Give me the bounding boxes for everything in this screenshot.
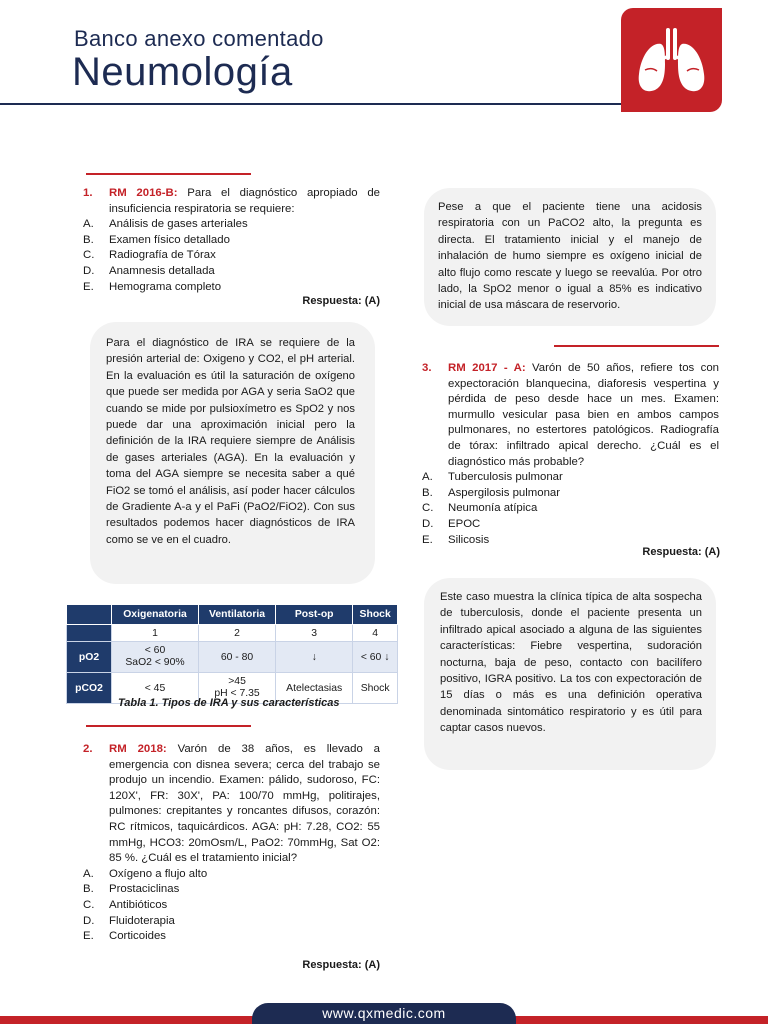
option-a: A. Análisis de gases arteriales xyxy=(83,218,248,231)
table-cell: Atelectasias xyxy=(276,673,353,704)
header-divider xyxy=(0,103,640,105)
table-cell: ↓ xyxy=(276,642,353,673)
option-e: E. Hemograma completo xyxy=(83,280,222,293)
answer-label: Respuesta: (A) xyxy=(302,959,380,971)
question-number: 3. xyxy=(422,362,432,374)
option-d: D. EPOC xyxy=(422,517,481,530)
row-label: pO2 xyxy=(67,642,112,673)
question-stem: RM 2017 - A: Varón de 50 años, refiere tos con expectoración blanquecina, diaforesis vespertina y pérdida de peso desde hace un mes. Examen: murmullo vesicular pasa bien en ambos campos pulmonares, no estertores patológicos. Radiografía de tórax: infiltrado apical derecho. ¿Cuál es el diagnóstico más probable? xyxy=(448,362,720,468)
brand-logo xyxy=(621,8,722,112)
comment-text: Este caso muestra la clínica típica de alta sospecha de tuberculosis, donde el paciente presenta un infiltrado apical asociado a alguna de las siguientes características: Fiebre vespertina, sudoración nocturna, baja de peso, contacto con bacilífero positivo, IGRA positivo. La tos con expectoración de 15 días o más es una definición operativa denominada sintomático respiratorio y es útil para captar casos nuevos. xyxy=(440,591,702,735)
option-d: D. Anamnesis detallada xyxy=(83,264,215,277)
table-header: Ventilatoria xyxy=(198,605,275,625)
option-c: C. Neumonía atípica xyxy=(422,502,538,515)
comment-box xyxy=(424,578,716,770)
table-cell: 2 xyxy=(198,625,275,642)
question-stem: RM 2018: Varón de 38 años, es llevado a emergencia con disnea severa; cerca del trabajo se produjo un incendio. Examen: pálido, sudoroso, FC: 120X', FR: 30X', PA: 100/70 mmHg, politirajes, pulmones: crepitantes y roncantes difusos, corazón: RC rítmicos, taquicárdicos. AGA: pH: 7.28, CO2: 55 mmHg, HCO3: 20mOsm/L, PaO2: 70mmHg, Sat O2: 85 %. ¿Cuál es el tratamiento inicial? xyxy=(109,743,380,865)
option-e: E. Silicosis xyxy=(422,533,490,546)
question-2 xyxy=(83,742,380,945)
ira-types-table xyxy=(66,604,398,704)
row-label: pCO2 xyxy=(67,673,112,704)
table-header: Oxigenatoria xyxy=(112,605,199,625)
exam-tag: RM 2016-B: xyxy=(109,187,178,199)
option-d: D. Fluidoterapia xyxy=(83,914,175,927)
table-caption: Tabla 1. Tipos de IRA y sus características xyxy=(118,697,340,709)
comment-text: Para el diagnóstico de IRA se requiere de la presión arterial de: Oxigeno y CO2, el pH arterial. En la evaluación es útil la saturación de oxígeno que puede ser medida por AGA y seria SaO2 que cuando se mide por pulsioxímetro es SpO2 y nos puede dar una aproximación inicial pero la definición de la IRA requiere siempre de Análisis de gases arteriales (AGA). En la evaluación y toma del AGA siempre se necesita saber a qué FiO2 se tomó el análisis, así poder hacer cálculos de Gradiente A-a y el PaFi (PaO2/FiO2). Con sus resultados podemos hacer diagnósticos de IRA como se ve en el cuadro. xyxy=(106,337,355,546)
lungs-icon xyxy=(621,8,722,112)
exam-tag: RM 2017 - A: xyxy=(448,362,526,374)
table-header: Shock xyxy=(353,605,398,625)
table-cell: 1 xyxy=(112,625,199,642)
question-divider xyxy=(86,173,251,175)
option-c: C. Antibióticos xyxy=(83,898,168,911)
website-link[interactable]: www.qxmedic.com xyxy=(322,1005,446,1021)
option-e: E. Corticoides xyxy=(83,930,166,943)
option-a: A. Tuberculosis pulmonar xyxy=(422,471,563,484)
table-cell: 60 - 80 xyxy=(198,642,275,673)
document-title: Neumología xyxy=(72,50,293,94)
table-cell: >45 pH < 7.35 xyxy=(198,673,275,704)
table-cell: < 60 SaO2 < 90% xyxy=(112,642,199,673)
question-number: 1. xyxy=(83,187,93,199)
option-c: C. Radiografía de Tórax xyxy=(83,249,216,262)
table-cell: Shock xyxy=(353,673,398,704)
table-corner xyxy=(67,605,112,625)
question-number: 2. xyxy=(83,743,93,755)
table-cell: 4 xyxy=(353,625,398,642)
answer-label: Respuesta: (A) xyxy=(642,546,720,558)
option-a: A. Oxígeno a flujo alto xyxy=(83,867,208,880)
option-b: B. Aspergilosis pulmonar xyxy=(422,486,561,499)
question-3 xyxy=(422,361,719,548)
comment-box xyxy=(90,322,375,584)
table-cell xyxy=(67,625,112,642)
document-subtitle: Banco anexo comentado xyxy=(74,26,324,51)
question-stem: RM 2016-B: Para el diagnóstico apropiado de insuficiencia respiratoria se requiere: xyxy=(109,187,381,215)
comment-text: Pese a que el paciente tiene una acidosis respiratoria con un PaCO2 alto, la pregunta es directa. El tratamiento inicial y el manejo de inhalación de humo siempre es oxígeno inicial de alto flujo como rescate y luego se reevalúa. Por otro lado, la SpO2 menor o igual a 85% es indicativo inicial de usa máscara de reservorio. xyxy=(438,201,702,312)
table-cell: 3 xyxy=(276,625,353,642)
question-divider xyxy=(86,725,251,727)
option-b: B. Examen físico detallado xyxy=(83,233,230,246)
table-header: Post-op xyxy=(276,605,353,625)
option-b: B. Prostaciclinas xyxy=(83,883,180,896)
question-1 xyxy=(83,186,380,295)
table-cell: < 60 ↓ xyxy=(353,642,398,673)
question-divider xyxy=(554,345,719,347)
answer-label: Respuesta: (A) xyxy=(302,295,380,307)
table-cell: < 45 xyxy=(112,673,199,704)
exam-tag: RM 2018: xyxy=(109,743,167,755)
comment-box xyxy=(424,188,716,326)
